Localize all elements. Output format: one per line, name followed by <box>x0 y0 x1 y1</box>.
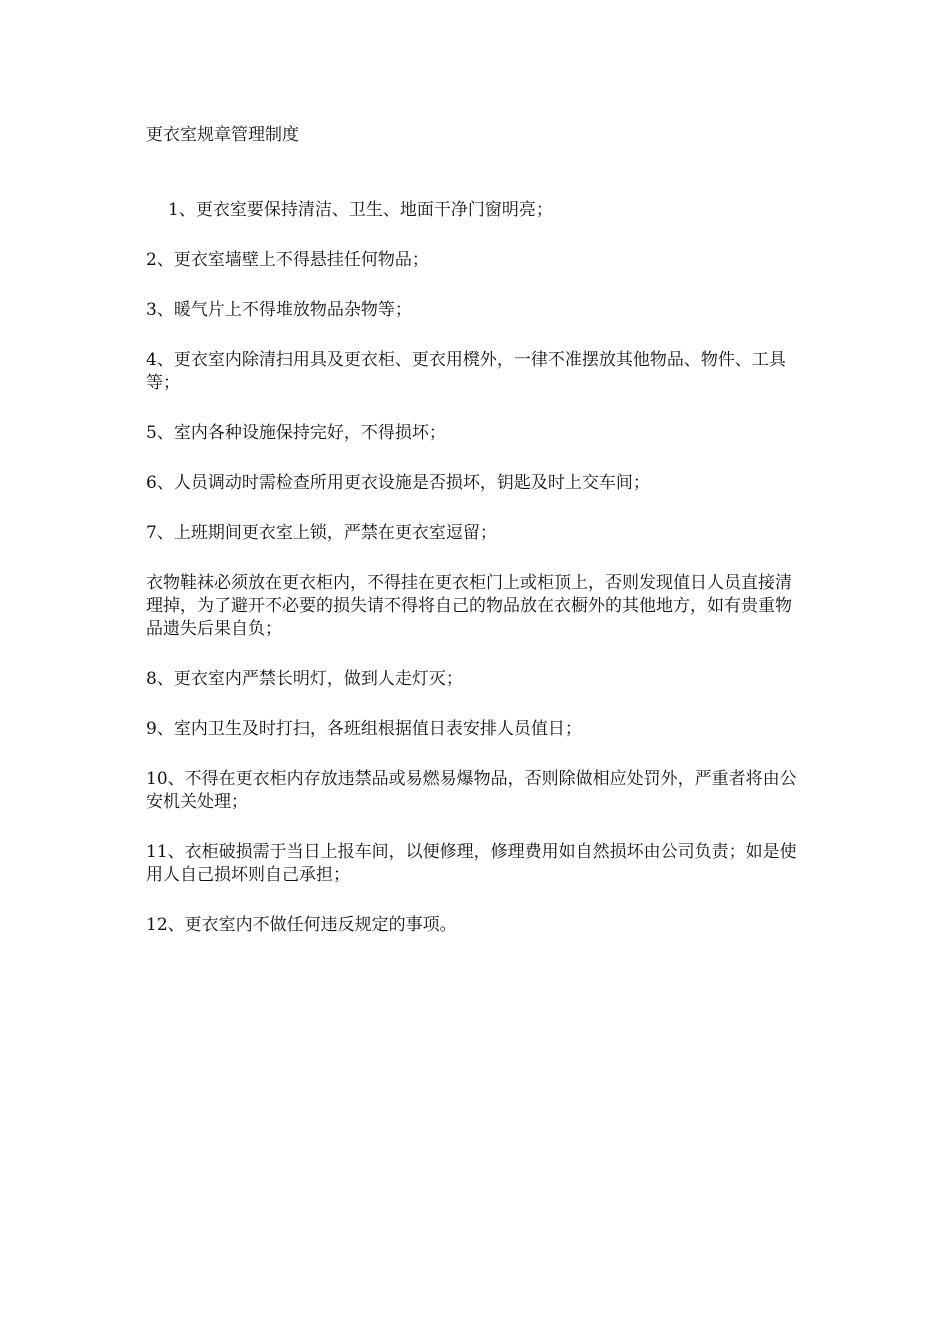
rule-paragraph-11: 11、衣柜破损需于当日上报车间，以便修理，修理费用如自然损坏由公司负责；如是使用人自己损坏则自己承担； <box>146 842 797 885</box>
rule-paragraph-2: 2、更衣室墙壁上不得悬挂任何物品； <box>146 250 429 270</box>
rule-paragraph-10: 10、不得在更衣柜内存放违禁品或易燃易爆物品，否则除做相应处罚外，严重者将由公安机关处理； <box>146 769 797 812</box>
rule-paragraph-8: 8、更衣室内严禁长明灯，做到人走灯灭； <box>146 669 463 689</box>
rule-paragraph-9: 9、室内卫生及时打扫，各班组根据值日表安排人员值日； <box>146 719 582 739</box>
rule-paragraph-4: 4、更衣室内除清扫用具及更衣柜、更衣用櫈外，一律不准摆放其他物品、物件、工具等； <box>146 350 786 393</box>
rule-paragraph-1: 1、更衣室要保持清洁、卫生、地面干净门窗明亮； <box>168 200 553 220</box>
rule-paragraph-3: 3、暖气片上不得堆放物品杂物等； <box>146 300 412 320</box>
rule-paragraph-6: 6、人员调动时需检查所用更衣设施是否损坏，钥匙及时上交车间； <box>146 473 650 493</box>
rule-paragraph-7: 7、上班期间更衣室上锁，严禁在更衣室逗留； <box>146 523 497 543</box>
document-body <box>146 124 806 964</box>
rule-paragraph-12: 12、更衣室内不做任何违反规定的事项。 <box>146 915 457 935</box>
document-title: 更衣室规章管理制度 <box>146 125 299 145</box>
clothing-storage-paragraph: 衣物鞋袜必须放在更衣柜内，不得挂在更衣柜门上或柜顶上，否则发现值日人员直接清理掉，为了避开不必要的损失请不得将自己的物品放在衣橱外的其他地方，如有贵重物品遗失后果自负； <box>146 573 792 639</box>
rule-paragraph-5: 5、室内各种设施保持完好，不得损坏； <box>146 423 446 443</box>
